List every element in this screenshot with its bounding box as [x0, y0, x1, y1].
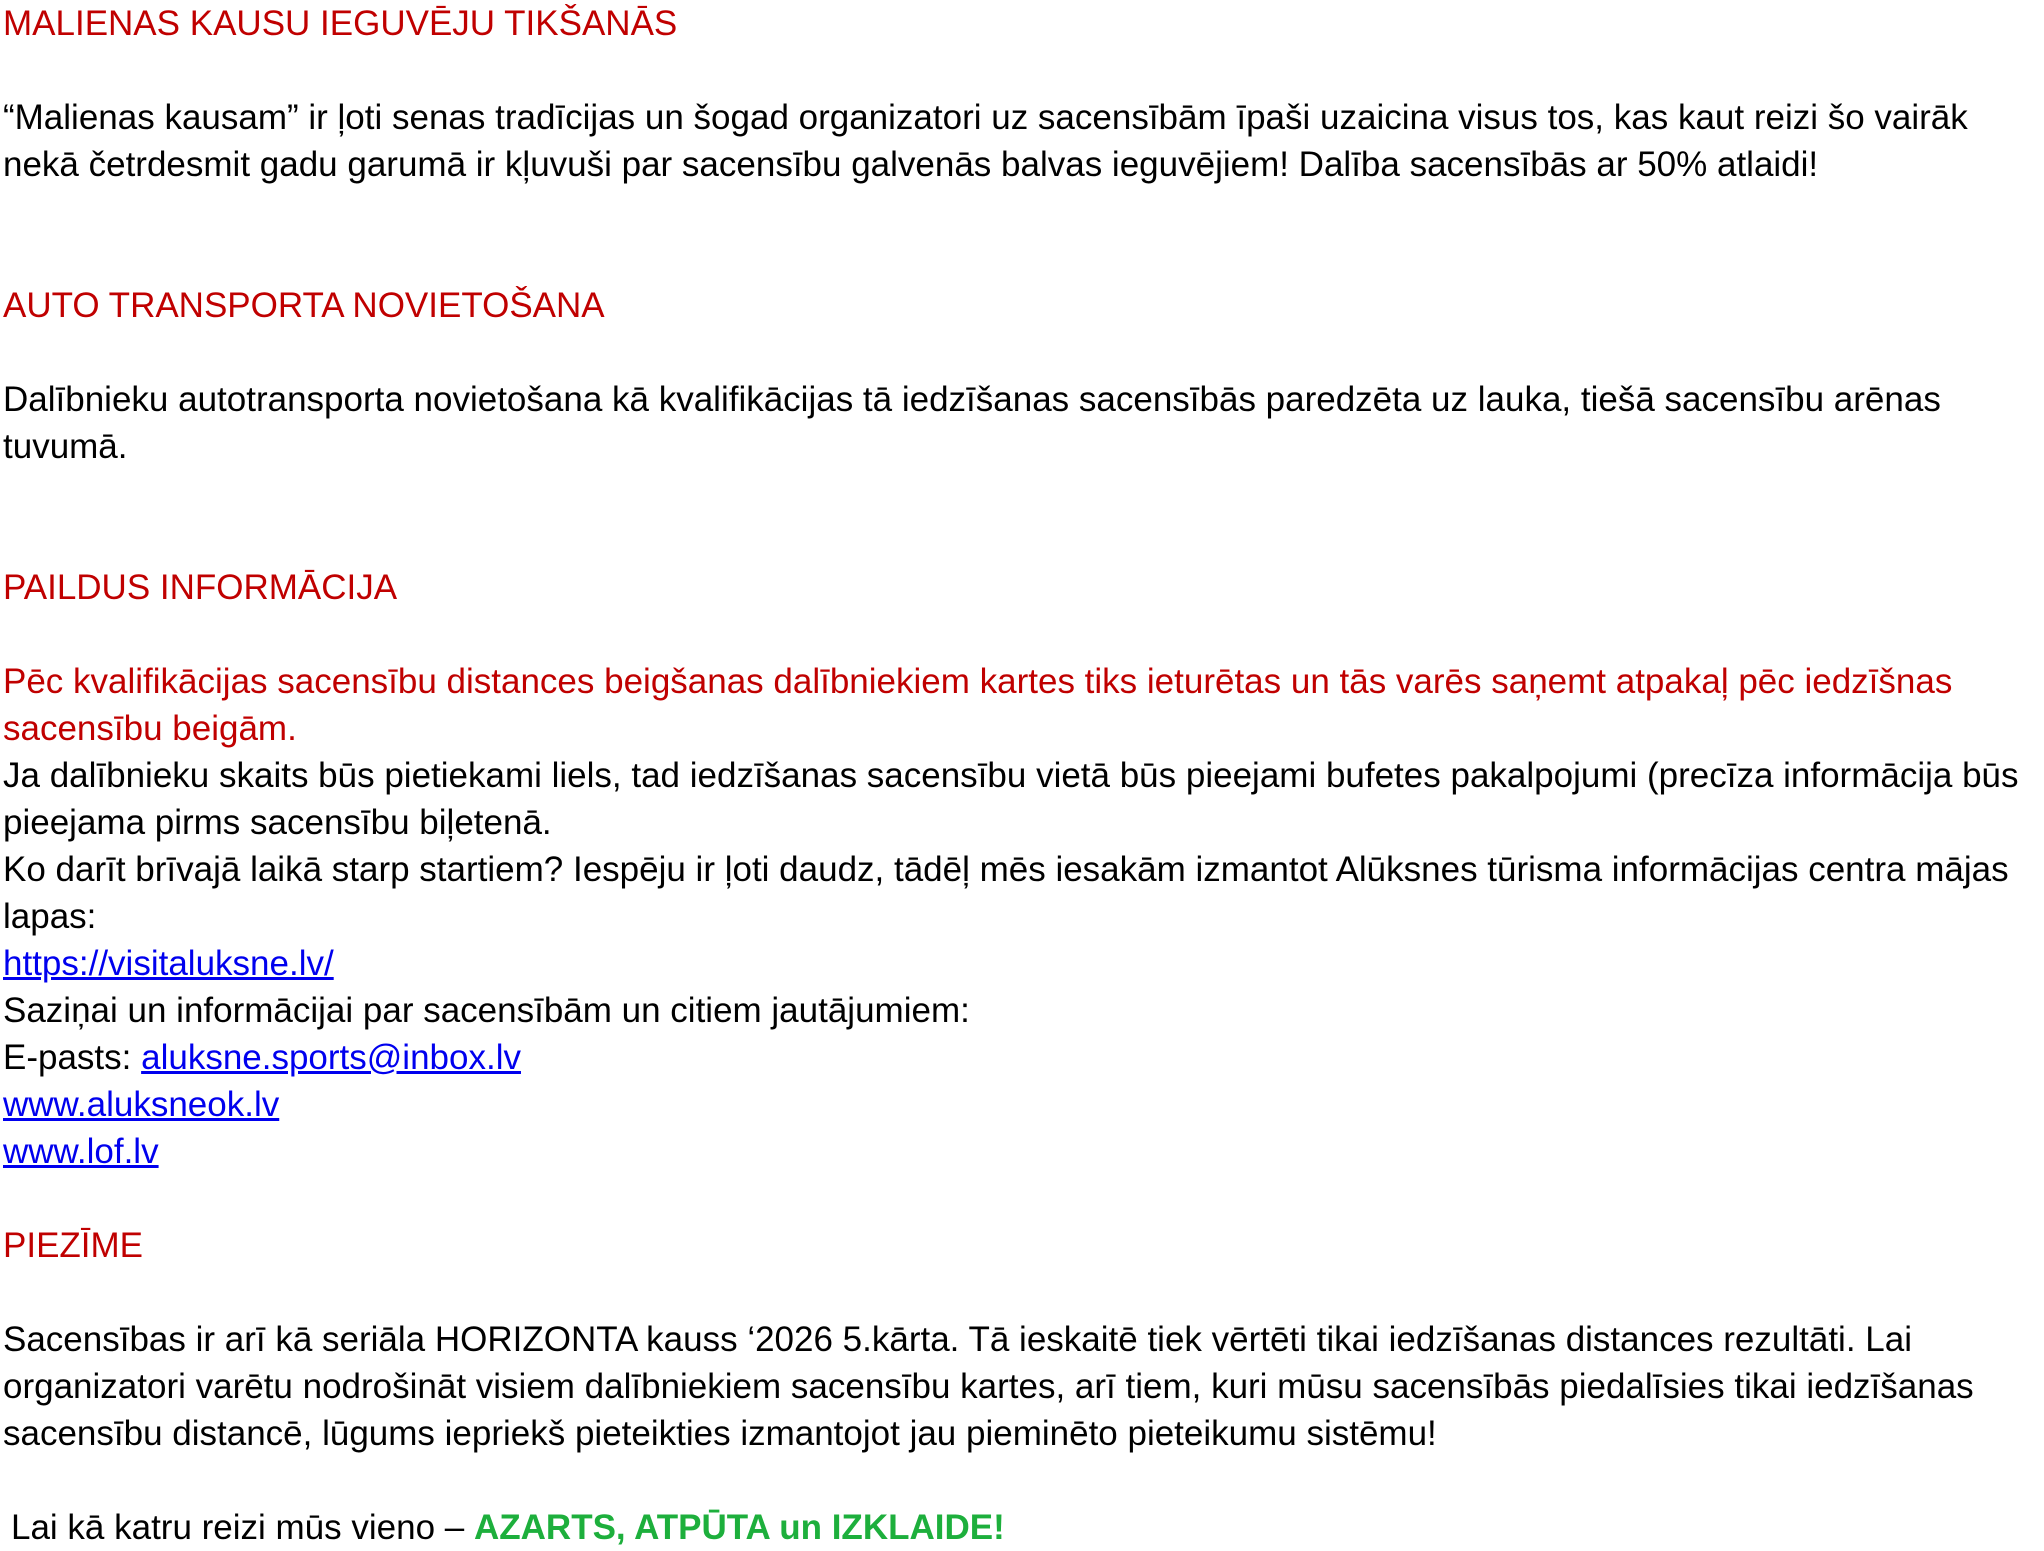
- spacer: [3, 1175, 2043, 1222]
- lof-link[interactable]: www.lof.lv: [3, 1132, 159, 1171]
- document-page: [3, 0, 2043, 1551]
- spacer: [3, 329, 2043, 376]
- closing-line: [3, 1504, 2043, 1551]
- closing-highlight: AZARTS, ATPŪTA un IZKLAIDE!: [473, 1508, 1005, 1547]
- spacer: [3, 470, 2043, 564]
- maps-return-note: Pēc kvalifikācijas sacensību distances beigšanas dalībniekiem kartes tiks ieturētas un tās varēs saņemt atpakaļ pēc iedzīšnas sacensību beigām.: [3, 662, 1953, 748]
- spacer: [3, 1457, 2043, 1504]
- contact-intro: Saziņai un informācijai par sacensībām un citiem jautājumiem:: [3, 991, 970, 1030]
- parking-paragraph: Dalībnieku autotransporta novietošana kā kvalifikācijas tā iedzīšanas sacensībās paredzēta uz lauka, tiešā sacensību arēnas tuvumā.: [3, 380, 1941, 466]
- email-label: E-pasts:: [3, 1038, 142, 1077]
- free-time-paragraph: Ko darīt brīvajā laikā starp startiem? Iespēju ir ļoti daudz, tādēļ mēs iesakām izmantot Alūksnes tūrisma informācijas centra mājas lapas:: [3, 850, 2009, 936]
- section-heading-additional-info: PAILDUS INFORMĀCIJA: [3, 568, 398, 607]
- section-heading-cup-winners: MALIENAS KAUSU IEGUVĒJU TIKŠANĀS: [3, 4, 678, 43]
- section-heading-parking: AUTO TRANSPORTA NOVIETOŠANA: [3, 286, 605, 325]
- buffet-paragraph: Ja dalībnieku skaits būs pietiekami liels, tad iedzīšanas sacensību vietā būs pieejami bufetes pakalpojumi (precīza informācija būs pieejama pirms sacensību biļetenā.: [3, 756, 2019, 842]
- email-link[interactable]: aluksne.sports@inbox.lv: [141, 1038, 521, 1077]
- email-line: [3, 1034, 2043, 1081]
- cup-winners-paragraph: “Malienas kausam” ir ļoti senas tradīcijas un šogad organizatori uz sacensībām īpaši uzaicina visus tos, kas kaut reizi šo vairāk nekā četrdesmit gadu garumā ir kļuvuši par sacensību galvenās balvas ieguvējiem! Dalība sacensībās ar 50% atlaidi!: [3, 98, 1968, 184]
- spacer: [3, 47, 2043, 94]
- aluksneok-link[interactable]: www.aluksneok.lv: [3, 1085, 280, 1124]
- closing-lead: Lai kā katru reizi mūs vieno –: [11, 1508, 474, 1547]
- spacer: [3, 611, 2043, 658]
- tourism-link[interactable]: https://visitaluksne.lv/: [3, 944, 334, 983]
- spacer: [3, 188, 2043, 282]
- spacer: [3, 1269, 2043, 1316]
- section-heading-note: PIEZĪME: [3, 1226, 144, 1265]
- note-paragraph: Sacensības ir arī kā seriāla HORIZONTA kauss ‘2026 5.kārta. Tā ieskaitē tiek vērtēti tikai iedzīšanas distances rezultāti. Lai organizatori varētu nodrošināt visiem dalībniekiem sacensību kartes, arī tiem, kuri mūsu sacensībās piedalīsies tikai iedzīšanas sacensību distancē, lūgums iepriekš pieteikties izmantojot jau pieminēto pieteikumu sistēmu!: [3, 1320, 1974, 1453]
